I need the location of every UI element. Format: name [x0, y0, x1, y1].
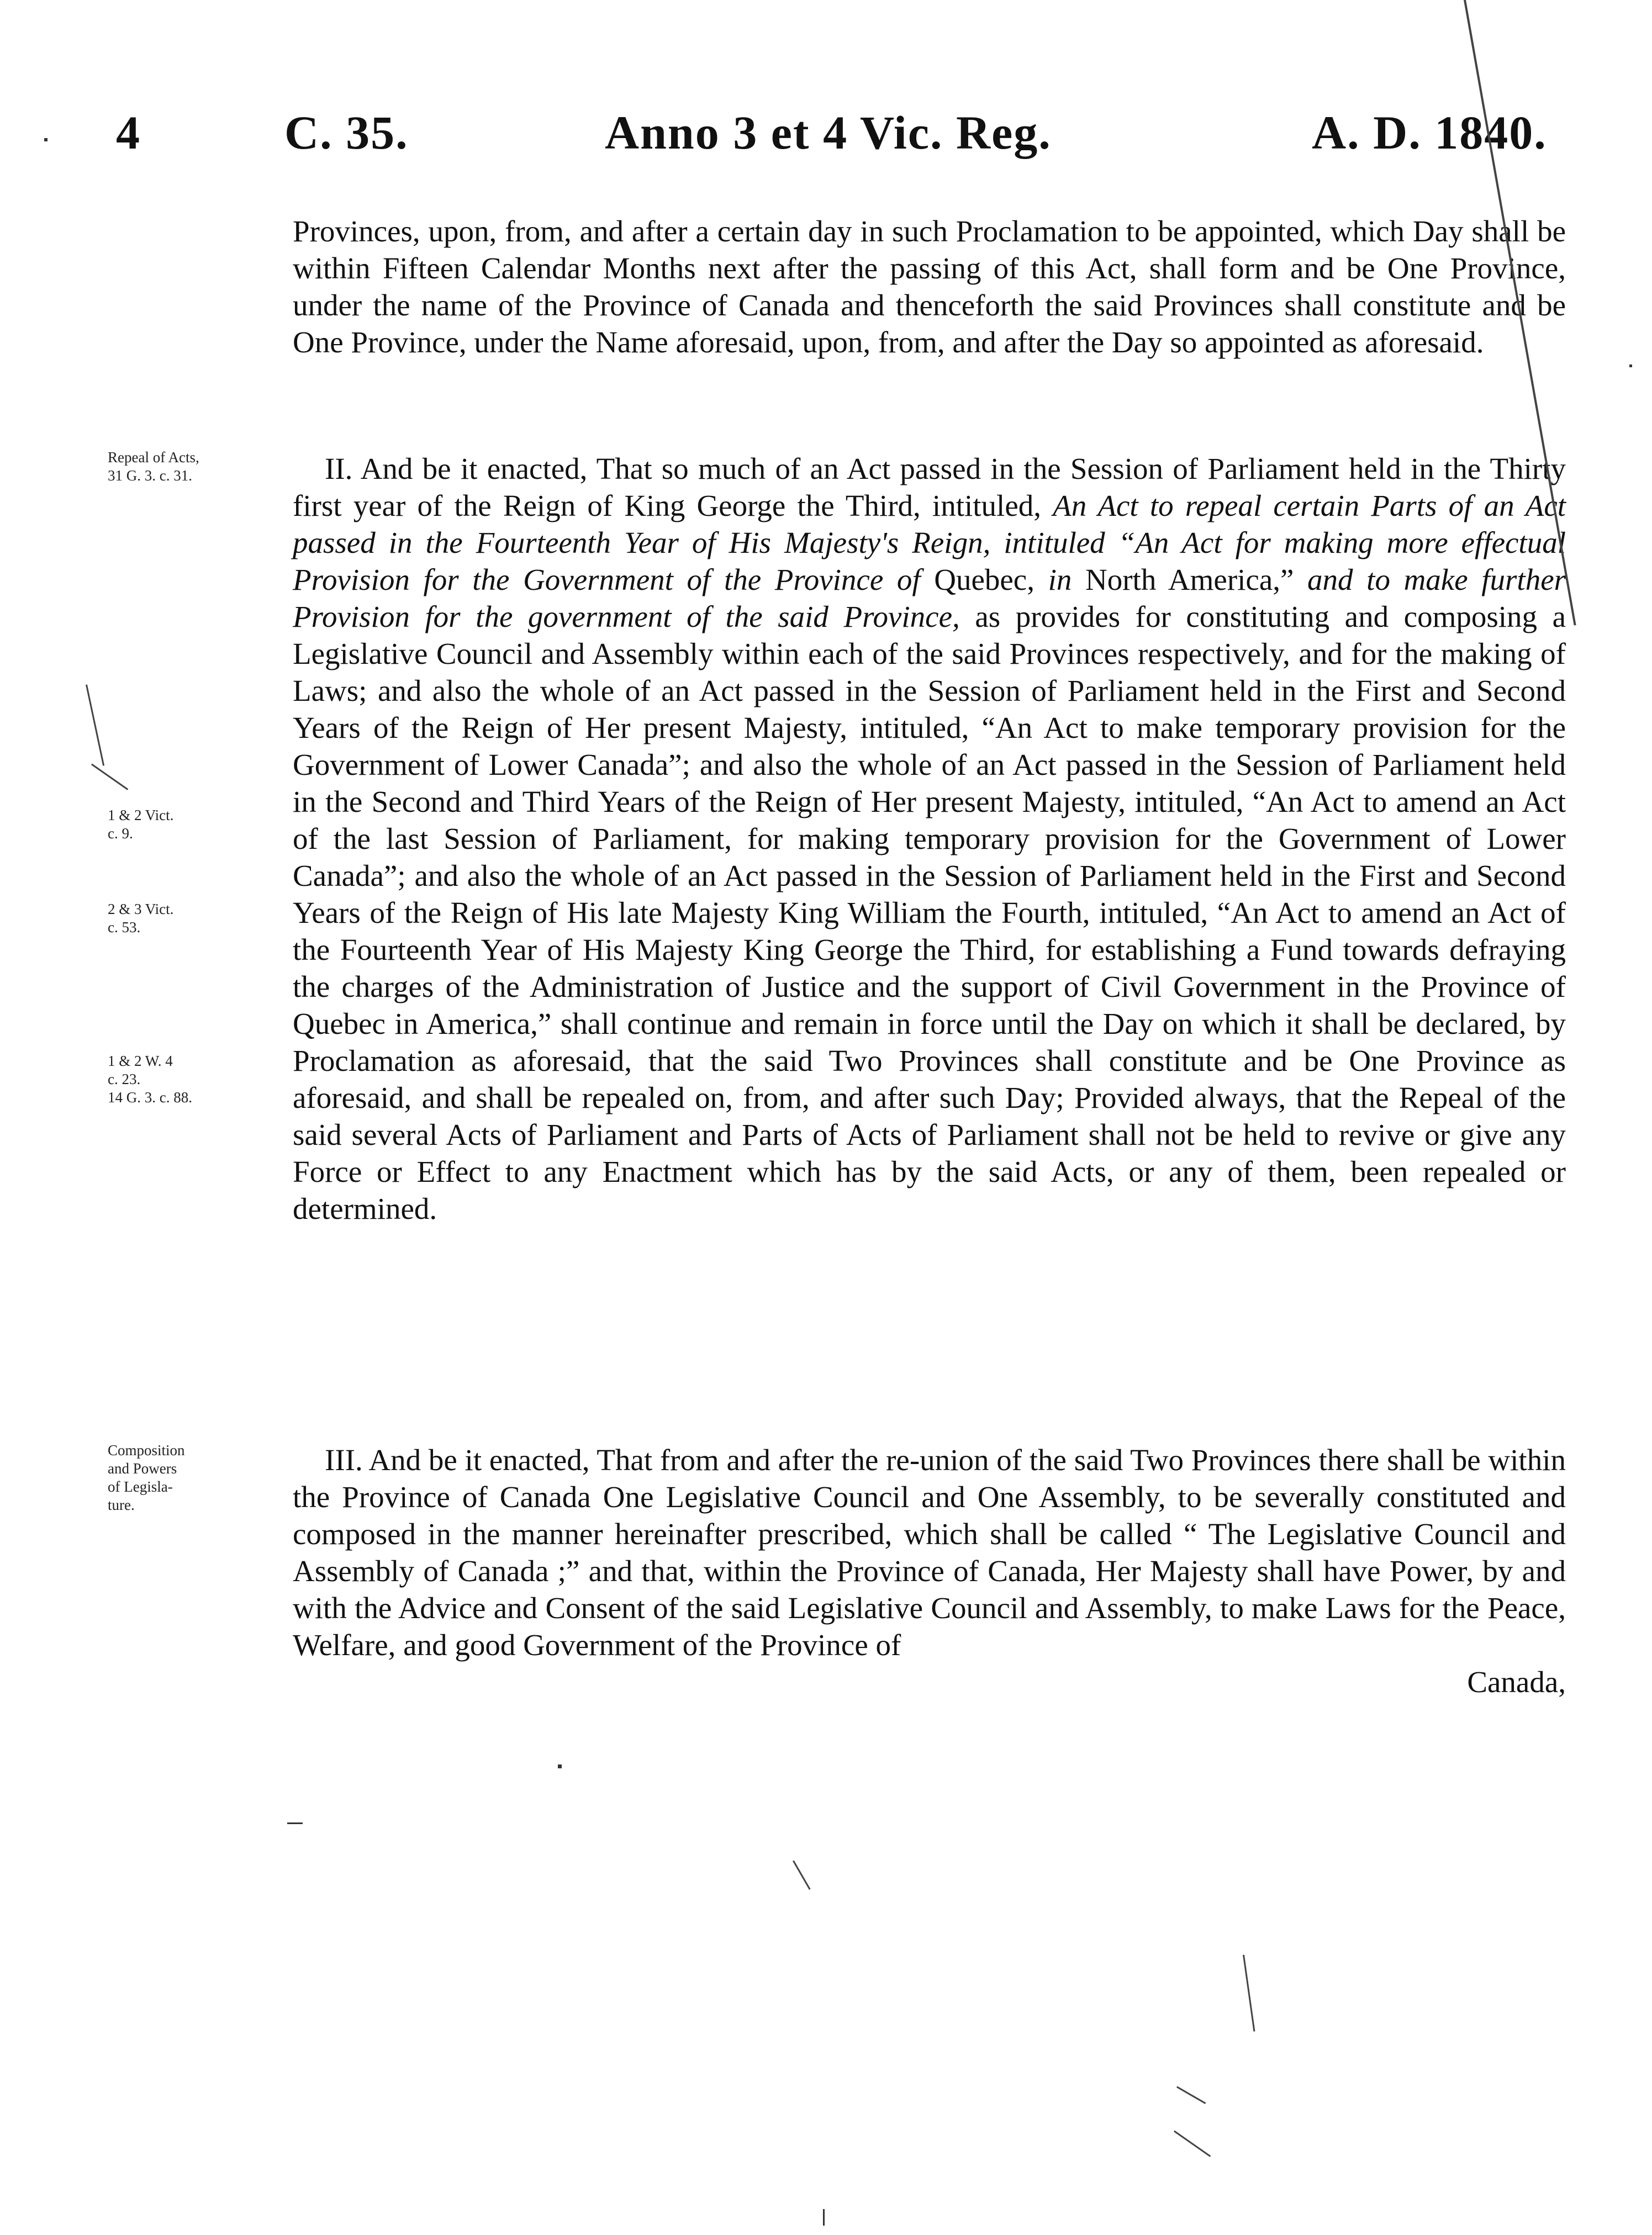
- running-header: [116, 102, 1563, 163]
- scan-speck: [558, 1764, 562, 1768]
- section-ii-opening: II. And be it enacted, That so much of an Act passed in the Session of Parliament held in the Thirty first year of the Reign of King George the Third, intituled,: [293, 452, 1566, 522]
- scan-mark: [86, 684, 104, 765]
- scan-mark: [1176, 2086, 1206, 2104]
- scan-mark: [1243, 1955, 1255, 2032]
- scan-mark: [1174, 2131, 1211, 2157]
- paragraph-text: Provinces, upon, from, and after a certain day in such Proclamation to be appointed, which Day shall be within Fifteen Calendar Months next after the passing of this Act, shall form and be One Province, under the name of the Province of Canada and thenceforth the said Provinces shall constitute and be One Province, under the Name aforesaid, upon, from, and after the Day so appointed as aforesaid.: [293, 214, 1566, 359]
- section-iii-body: III. And be it enacted, That from and after the re-union of the said Two Provinces there shall be within the Province of Canada One Legislative Council and One Assembly, to be severally constituted and composed in the manner hereinafter prescribed, which shall be called “ The Legislative Council and Assembly of Canada ;” and that, within the Province of Canada, Her Majesty shall have Power, by and with the Advice and Consent of the said Legislative Council and Assembly, to make Laws for the Peace, Welfare, and good Government of the Province of: [293, 1443, 1566, 1662]
- margin-note-2-3-vict: 2 & 3 Vict. c. 53.: [108, 901, 174, 936]
- paragraph-continuation: [293, 213, 1566, 361]
- section-ii-text: [293, 450, 1566, 1227]
- scan-speck: [823, 2209, 825, 2226]
- margin-note-composition: Composition and Powers of Legisla- ture.: [108, 1442, 185, 1513]
- section-iii-text: [293, 1441, 1566, 1700]
- calendar-year: A. D. 1840.: [1312, 106, 1547, 159]
- page-number: 4: [116, 106, 141, 159]
- place-name-north-america: North America,”: [1085, 563, 1294, 596]
- margin-note-repeal: Repeal of Acts, 31 G. 3. c. 31.: [108, 449, 199, 484]
- italic-in: in: [1048, 563, 1072, 596]
- scan-speck: [44, 138, 47, 141]
- chapter-number: C. 35.: [284, 106, 409, 159]
- section-iii: [293, 1441, 1566, 1700]
- scan-speck: [1629, 364, 1632, 367]
- scan-speck: [287, 1822, 303, 1824]
- scan-mark: [91, 764, 128, 790]
- section-ii-body: as provides for constituting and composing a Legislative Council and Assembly within each of the said Provinces respectively, and for the making of Laws; and also the whole of an Act passed in the Session of Parliament held in the First and Second Years of the Reign of Her present Majesty, intituled, “An Act to make temporary provision for the Government of Lower Canada”; and also the whole of an Act passed in the Session of Parliament held in the Second and Third Years of the Reign of Her present Majesty, intituled, “An Act to amend an Act of the last Session of Parliament, for making temporary provision for the Government of Lower Canada”; and also the whole of an Act passed in the Session of Parliament held in the First and Second Years of the Reign of His late Majesty King William the Fourth, intituled, “An Act to amend an Act of the Fourteenth Year of His Majesty King George the Third, for establishing a Fund towards defraying the charges of the Administration of Justice and the support of Civil Government in the Province of Quebec in America,” shall continue and remain in force until the Day on which it shall be declared, by Proclamation as aforesaid, that the said Two Provinces shall constitute and be One Province as aforesaid, and shall be repealed on, from, and after such Day; Provided always, that the Repeal of the said several Acts of Parliament and Parts of Acts of Parliament shall not be held to revive or give any Force or Effect to any Enactment which has by the said Acts, or any of them, been repealed or determined.: [293, 600, 1566, 1225]
- place-name-quebec: Quebec,: [934, 563, 1035, 596]
- act-title-italic: An Act to repeal certain Parts of an Act passed in the Fourteenth Year of His Majesty's Reign, intituled “An Act for making more effectual Provision for the Government of the Province of: [293, 489, 1566, 596]
- scan-mark: [793, 1861, 811, 1890]
- margin-note-1-2-vict: 1 & 2 Vict. c. 9.: [108, 807, 174, 842]
- section-ii: [293, 450, 1566, 1227]
- regnal-year: Anno 3 et 4 Vic. Reg.: [605, 106, 1052, 159]
- catchword: Canada,: [1467, 1665, 1566, 1699]
- margin-note-1-2-w4: 1 & 2 W. 4 c. 23. 14 G. 3. c. 88.: [108, 1053, 192, 1106]
- act-title-italic-end: and to make further Provision for the government of the said Province,: [293, 563, 1566, 633]
